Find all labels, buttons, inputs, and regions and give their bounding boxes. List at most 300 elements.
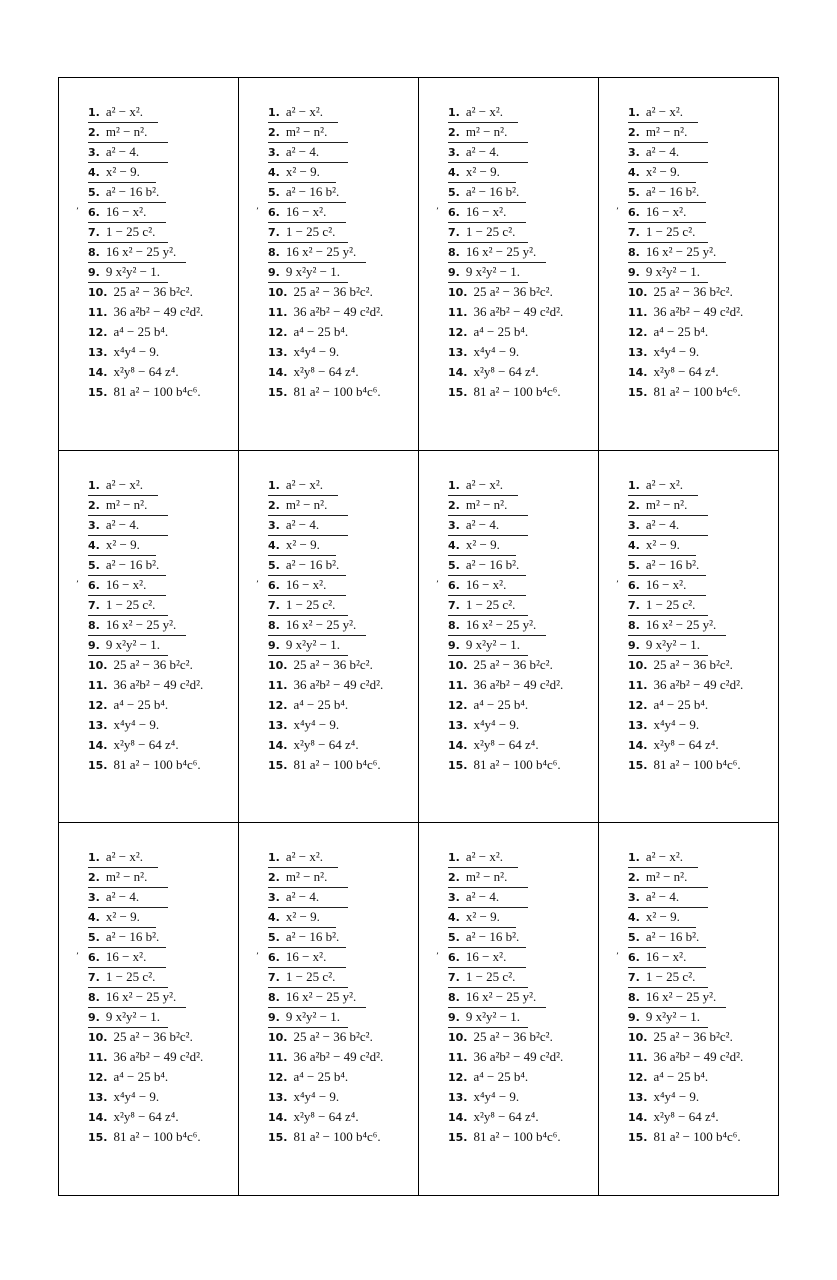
exercise-number: 5. — [268, 931, 280, 945]
exercise-expression: 1 − 25 c². — [285, 969, 336, 985]
exercise-expression: x² − 9. — [645, 909, 680, 925]
exercise-expression: 36 a²b² − 49 c²d². — [473, 676, 564, 692]
exercise-expression: x²y⁸ − 64 z⁴. — [293, 1109, 359, 1125]
exercise-number: 6. — [628, 578, 640, 592]
exercise-number: 7. — [88, 598, 100, 612]
exercise-number: 13. — [268, 718, 288, 732]
exercise-number: 8. — [268, 246, 280, 259]
exercise-expression: a² − 4. — [465, 516, 500, 532]
exercise-expression: a⁴ − 25 b⁴. — [473, 696, 529, 712]
exercise-expression: a² − 4. — [105, 144, 140, 159]
exercise-number: 13. — [628, 346, 648, 359]
exercise-expression: 25 a² − 36 b²c². — [293, 284, 373, 299]
exercise-number: 13. — [448, 346, 468, 359]
exercise-number: 1. — [88, 106, 100, 119]
exercise-number: 5. — [628, 931, 640, 945]
exercise-number: 5. — [628, 186, 640, 199]
exercise-expression: 9 x²y² − 1. — [465, 1009, 520, 1025]
exercise-expression: 1 − 25 c². — [645, 596, 696, 612]
exercise-expression: 25 a² − 36 b²c². — [473, 656, 553, 672]
margin-mark: ʼ — [436, 579, 439, 590]
exercise-number: 10. — [628, 286, 648, 299]
exercise-item — [448, 968, 528, 988]
exercise-expression: a² − 16 b². — [645, 184, 700, 199]
exercise-number: 1. — [268, 106, 280, 119]
exercise-number: 14. — [448, 738, 468, 752]
exercise-item — [448, 363, 594, 383]
exercise-number: 6. — [88, 206, 100, 219]
exercise-expression: 16 x² − 25 y². — [465, 989, 537, 1005]
exercise-number: 8. — [448, 991, 460, 1005]
exercise-number: 11. — [88, 306, 108, 319]
exercise-expression: x⁴y⁴ − 9. — [653, 716, 700, 732]
exercise-item — [448, 556, 526, 576]
exercise-expression: x²y⁸ − 64 z⁴. — [473, 364, 539, 379]
exercise-number: 7. — [628, 598, 640, 612]
exercise-expression: 1 − 25 c². — [105, 596, 156, 612]
exercise-item — [448, 616, 546, 636]
exercise-item — [628, 988, 726, 1008]
exercise-expression: 16 x² − 25 y². — [645, 244, 717, 259]
exercise-expression: x² − 9. — [285, 909, 320, 925]
exercise-item — [436, 948, 526, 968]
exercise-item — [88, 988, 186, 1008]
exercise-expression: 16 − x². — [285, 576, 327, 592]
exercise-list — [616, 476, 774, 776]
exercise-number: 9. — [628, 266, 640, 279]
exercise-number: 2. — [628, 871, 640, 885]
exercise-number: 1. — [88, 478, 100, 492]
exercise-number: 2. — [88, 871, 100, 885]
exercise-number: 10. — [88, 286, 108, 299]
exercise-item — [448, 908, 516, 928]
exercise-item — [88, 516, 168, 536]
exercise-item — [448, 223, 528, 243]
exercise-list — [256, 103, 414, 403]
exercise-item — [448, 303, 594, 323]
exercise-expression: 16 x² − 25 y². — [105, 616, 177, 632]
exercise-list — [76, 848, 234, 1148]
exercise-expression: a⁴ − 25 b⁴. — [653, 324, 709, 339]
margin-mark: ʼ — [256, 579, 259, 590]
exercise-number: 1. — [448, 106, 460, 119]
exercise-expression: a² − x². — [645, 104, 683, 119]
exercise-number: 12. — [268, 1071, 288, 1085]
exercise-item — [268, 636, 348, 656]
exercise-expression: a⁴ − 25 b⁴. — [113, 1069, 169, 1085]
exercise-item — [268, 363, 414, 383]
exercise-item — [268, 103, 338, 123]
exercise-number: 10. — [448, 1031, 468, 1045]
exercise-item — [268, 616, 366, 636]
exercise-expression: a² − x². — [465, 104, 503, 119]
exercise-number: 4. — [628, 538, 640, 552]
exercise-expression: a² − 4. — [285, 144, 320, 159]
exercise-item — [268, 888, 348, 908]
exercise-expression: 81 a² − 100 b⁴c⁶. — [113, 756, 201, 772]
exercise-expression: a⁴ − 25 b⁴. — [293, 1069, 349, 1085]
exercise-number: 11. — [448, 678, 468, 692]
exercise-item — [88, 928, 166, 948]
exercise-expression: 9 x²y² − 1. — [285, 636, 340, 652]
exercise-card — [239, 78, 419, 451]
exercise-number: 7. — [448, 598, 460, 612]
exercise-number: 9. — [268, 266, 280, 279]
exercise-expression: a² − 16 b². — [465, 929, 520, 945]
exercise-number: 2. — [628, 498, 640, 512]
exercise-item — [628, 143, 708, 163]
exercise-number: 14. — [628, 366, 648, 379]
exercise-item — [628, 536, 696, 556]
exercise-expression: x⁴y⁴ − 9. — [293, 1089, 340, 1105]
exercise-number: 14. — [628, 1111, 648, 1125]
exercise-item — [628, 888, 708, 908]
exercise-item — [448, 1108, 594, 1128]
exercise-expression: m² − n². — [645, 869, 688, 885]
exercise-expression: 9 x²y² − 1. — [645, 264, 700, 279]
exercise-number: 8. — [628, 246, 640, 259]
exercise-item — [448, 736, 594, 756]
exercise-number: 5. — [448, 558, 460, 572]
exercise-number: 13. — [628, 718, 648, 732]
exercise-number: 15. — [88, 758, 108, 772]
exercise-item — [628, 183, 706, 203]
exercise-number: 11. — [268, 306, 288, 319]
exercise-item — [448, 1028, 594, 1048]
exercise-number: 2. — [448, 871, 460, 885]
exercise-expression: a² − 16 b². — [285, 556, 340, 572]
exercise-number: 9. — [88, 266, 100, 279]
exercise-number: 11. — [448, 306, 468, 319]
exercise-number: 7. — [88, 971, 100, 985]
worksheet-grid — [58, 77, 779, 1196]
exercise-item — [628, 848, 698, 868]
exercise-number: 3. — [628, 518, 640, 532]
exercise-number: 10. — [628, 658, 648, 672]
exercise-item — [268, 383, 414, 403]
margin-mark: ʼ — [436, 207, 439, 217]
exercise-item — [616, 948, 706, 968]
exercise-expression: a² − 4. — [285, 516, 320, 532]
exercise-item — [448, 516, 528, 536]
exercise-item — [88, 696, 234, 716]
exercise-item — [448, 928, 526, 948]
exercise-number: 15. — [268, 1131, 288, 1145]
exercise-item — [76, 576, 166, 596]
exercise-expression: a² − 16 b². — [105, 184, 160, 199]
exercise-item — [88, 303, 234, 323]
exercise-number: 6. — [448, 206, 460, 219]
exercise-expression: 16 − x². — [645, 949, 687, 965]
exercise-item — [448, 323, 594, 343]
exercise-expression: 36 a²b² − 49 c²d². — [113, 676, 204, 692]
exercise-item — [448, 536, 516, 556]
exercise-item — [448, 163, 516, 183]
exercise-expression: 16 − x². — [285, 204, 327, 219]
exercise-item — [88, 343, 234, 363]
exercise-number: 3. — [448, 146, 460, 159]
exercise-expression: a² − 4. — [285, 889, 320, 905]
exercise-number: 10. — [88, 1031, 108, 1045]
exercise-item — [268, 1048, 414, 1068]
exercise-expression: 16 x² − 25 y². — [645, 989, 717, 1005]
exercise-list — [436, 476, 594, 776]
exercise-item — [616, 576, 706, 596]
exercise-expression: x⁴y⁴ − 9. — [113, 344, 160, 359]
exercise-item — [628, 1028, 774, 1048]
exercise-item — [88, 1068, 234, 1088]
exercise-item — [628, 123, 708, 143]
exercise-item — [268, 868, 348, 888]
exercise-expression: 1 − 25 c². — [105, 224, 156, 239]
exercise-item — [448, 988, 546, 1008]
exercise-expression: 16 x² − 25 y². — [105, 989, 177, 1005]
exercise-expression: 1 − 25 c². — [645, 969, 696, 985]
exercise-expression: 25 a² − 36 b²c². — [473, 284, 553, 299]
exercise-number: 3. — [268, 518, 280, 532]
exercise-item — [88, 103, 158, 123]
exercise-item — [628, 868, 708, 888]
exercise-number: 12. — [628, 326, 648, 339]
exercise-item — [628, 383, 774, 403]
exercise-number: 14. — [88, 738, 108, 752]
exercise-number: 8. — [88, 618, 100, 632]
exercise-number: 15. — [448, 758, 468, 772]
exercise-item — [88, 1108, 234, 1128]
exercise-item — [76, 948, 166, 968]
exercise-expression: x² − 9. — [465, 164, 500, 179]
exercise-number: 1. — [628, 851, 640, 865]
exercise-expression: 81 a² − 100 b⁴c⁶. — [293, 384, 381, 399]
exercise-item — [88, 756, 234, 776]
exercise-item — [448, 496, 528, 516]
exercise-number: 3. — [628, 146, 640, 159]
exercise-expression: 81 a² − 100 b⁴c⁶. — [293, 1129, 381, 1145]
exercise-expression: x² − 9. — [105, 536, 140, 552]
exercise-number: 3. — [268, 891, 280, 905]
exercise-number: 2. — [88, 126, 100, 139]
exercise-number: 2. — [448, 498, 460, 512]
exercise-item — [268, 516, 348, 536]
exercise-item — [88, 363, 234, 383]
exercise-number: 7. — [268, 971, 280, 985]
exercise-number: 13. — [88, 1091, 108, 1105]
exercise-list — [76, 476, 234, 776]
exercise-expression: a² − x². — [465, 476, 503, 492]
exercise-number: 7. — [628, 971, 640, 985]
exercise-item — [628, 1008, 708, 1028]
exercise-expression: a² − x². — [285, 104, 323, 119]
exercise-expression: a² − 16 b². — [465, 556, 520, 572]
exercise-expression: 9 x²y² − 1. — [105, 1009, 160, 1025]
exercise-expression: 36 a²b² − 49 c²d². — [473, 304, 564, 319]
exercise-item — [628, 968, 708, 988]
exercise-expression: 16 − x². — [645, 576, 687, 592]
exercise-card — [59, 451, 239, 824]
exercise-expression: x⁴y⁴ − 9. — [473, 344, 520, 359]
exercise-item — [88, 868, 168, 888]
exercise-expression: 16 x² − 25 y². — [285, 616, 357, 632]
exercise-item — [268, 1008, 348, 1028]
exercise-expression: x²y⁸ − 64 z⁴. — [293, 364, 359, 379]
exercise-number: 1. — [268, 851, 280, 865]
exercise-number: 8. — [628, 991, 640, 1005]
exercise-item — [628, 103, 698, 123]
margin-mark: ʼ — [436, 952, 439, 963]
exercise-number: 13. — [628, 1091, 648, 1105]
exercise-item — [88, 1048, 234, 1068]
exercise-list — [436, 103, 594, 403]
exercise-number: 12. — [268, 698, 288, 712]
exercise-item — [88, 736, 234, 756]
exercise-item — [448, 596, 528, 616]
exercise-expression: x² − 9. — [105, 909, 140, 925]
exercise-item — [88, 223, 168, 243]
exercise-item — [268, 163, 336, 183]
exercise-number: 1. — [268, 478, 280, 492]
exercise-expression: a⁴ − 25 b⁴. — [113, 696, 169, 712]
exercise-number: 7. — [448, 226, 460, 239]
exercise-number: 7. — [448, 971, 460, 985]
exercise-expression: x⁴y⁴ − 9. — [653, 1089, 700, 1105]
exercise-expression: x⁴y⁴ − 9. — [473, 716, 520, 732]
exercise-item — [268, 968, 348, 988]
exercise-item — [628, 516, 708, 536]
exercise-item — [88, 596, 168, 616]
exercise-expression: 36 a²b² − 49 c²d². — [293, 1049, 384, 1065]
exercise-item — [448, 183, 526, 203]
exercise-expression: 25 a² − 36 b²c². — [113, 284, 193, 299]
exercise-expression: 36 a²b² − 49 c²d². — [653, 1049, 744, 1065]
exercise-number: 9. — [268, 1011, 280, 1025]
exercise-number: 11. — [88, 678, 108, 692]
exercise-number: 2. — [268, 126, 280, 139]
exercise-number: 14. — [268, 1111, 288, 1125]
exercise-expression: a⁴ − 25 b⁴. — [293, 696, 349, 712]
exercise-expression: a² − 4. — [645, 144, 680, 159]
exercise-number: 4. — [448, 166, 460, 179]
exercise-expression: 16 − x². — [465, 204, 507, 219]
exercise-expression: x² − 9. — [465, 909, 500, 925]
exercise-item — [88, 556, 166, 576]
exercise-item — [628, 496, 708, 516]
exercise-number: 6. — [268, 206, 280, 219]
exercise-number: 14. — [268, 738, 288, 752]
exercise-expression: 25 a² − 36 b²c². — [293, 656, 373, 672]
exercise-expression: m² − n². — [465, 496, 508, 512]
exercise-number: 6. — [628, 206, 640, 219]
exercise-item — [268, 716, 414, 736]
exercise-expression: m² − n². — [285, 869, 328, 885]
exercise-expression: 36 a²b² − 49 c²d². — [653, 676, 744, 692]
exercise-item — [448, 1088, 594, 1108]
exercise-number: 9. — [628, 1011, 640, 1025]
exercise-number: 14. — [448, 366, 468, 379]
exercise-expression: x²y⁸ − 64 z⁴. — [113, 1109, 179, 1125]
exercise-item — [88, 888, 168, 908]
exercise-expression: a² − x². — [645, 476, 683, 492]
exercise-expression: a⁴ − 25 b⁴. — [293, 324, 349, 339]
exercise-number: 12. — [628, 1071, 648, 1085]
exercise-item — [448, 756, 594, 776]
exercise-expression: a² − 4. — [465, 144, 500, 159]
exercise-number: 10. — [448, 658, 468, 672]
exercise-item — [628, 616, 726, 636]
exercise-item — [268, 323, 414, 343]
exercise-number: 6. — [628, 951, 640, 965]
exercise-expression: a⁴ − 25 b⁴. — [473, 1069, 529, 1085]
margin-mark: ʼ — [616, 952, 619, 963]
exercise-item — [448, 1128, 594, 1148]
exercise-expression: a² − 16 b². — [645, 556, 700, 572]
exercise-number: 10. — [268, 286, 288, 299]
exercise-expression: x² − 9. — [645, 164, 680, 179]
exercise-number: 3. — [88, 146, 100, 159]
exercise-item — [628, 283, 774, 303]
exercise-number: 2. — [268, 871, 280, 885]
exercise-item — [268, 496, 348, 516]
exercise-expression: a² − 16 b². — [285, 184, 340, 199]
exercise-expression: a² − x². — [105, 849, 143, 865]
exercise-expression: x² − 9. — [285, 164, 320, 179]
exercise-expression: 25 a² − 36 b²c². — [653, 656, 733, 672]
exercise-number: 10. — [268, 1031, 288, 1045]
exercise-item — [76, 203, 166, 223]
exercise-item — [628, 263, 708, 283]
margin-mark: ʼ — [256, 207, 259, 217]
margin-mark: ʼ — [76, 579, 79, 590]
exercise-expression: 36 a²b² − 49 c²d². — [293, 304, 384, 319]
exercise-expression: 16 x² − 25 y². — [105, 244, 177, 259]
exercise-item — [268, 1028, 414, 1048]
exercise-expression: 1 − 25 c². — [105, 969, 156, 985]
exercise-item — [88, 1088, 234, 1108]
exercise-number: 2. — [628, 126, 640, 139]
exercise-expression: 81 a² − 100 b⁴c⁶. — [293, 756, 381, 772]
exercise-number: 8. — [268, 618, 280, 632]
exercise-number: 8. — [88, 246, 100, 259]
exercise-number: 11. — [628, 678, 648, 692]
exercise-expression: a⁴ − 25 b⁴. — [653, 1069, 709, 1085]
exercise-expression: a² − 4. — [645, 516, 680, 532]
exercise-expression: 81 a² − 100 b⁴c⁶. — [653, 756, 741, 772]
exercise-number: 15. — [448, 1131, 468, 1145]
exercise-expression: a² − x². — [285, 476, 323, 492]
exercise-expression: 9 x²y² − 1. — [285, 264, 340, 279]
exercise-item — [448, 868, 528, 888]
exercise-item — [88, 636, 168, 656]
exercise-item — [616, 203, 706, 223]
exercise-item — [448, 676, 594, 696]
exercise-number: 11. — [628, 306, 648, 319]
exercise-item — [88, 716, 234, 736]
exercise-number: 7. — [628, 226, 640, 239]
exercise-number: 5. — [448, 931, 460, 945]
exercise-item — [88, 143, 168, 163]
exercise-number: 3. — [448, 518, 460, 532]
exercise-expression: 36 a²b² − 49 c²d². — [113, 1049, 204, 1065]
exercise-item — [628, 656, 774, 676]
exercise-expression: a² − 16 b². — [105, 929, 160, 945]
exercise-number: 8. — [628, 618, 640, 632]
exercise-expression: m² − n². — [465, 869, 508, 885]
exercise-number: 8. — [88, 991, 100, 1005]
exercise-expression: m² − n². — [645, 124, 688, 139]
exercise-number: 14. — [88, 1111, 108, 1125]
exercise-number: 15. — [88, 1131, 108, 1145]
exercise-number: 5. — [628, 558, 640, 572]
exercise-item — [448, 383, 594, 403]
